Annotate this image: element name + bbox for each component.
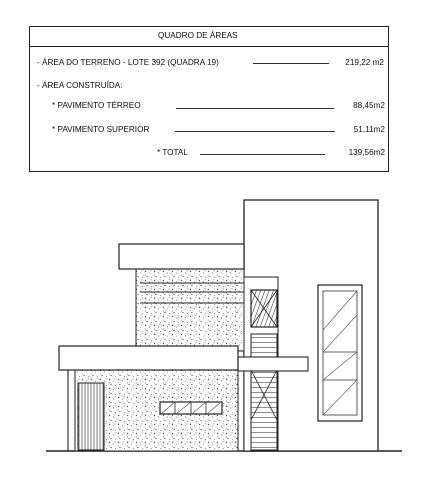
row-land-area-label: - ÁREA DO TERRENO - LOTE 392 (QUADRA 19) <box>37 58 219 67</box>
row-ground-floor-value: 88,45m2 <box>353 101 385 110</box>
tower-tall-window <box>318 285 362 421</box>
row-upper-floor-label: * PAVIMENTO SUPERIOR <box>52 125 150 134</box>
areas-table-title: QUADRO DE ÁREAS <box>158 31 238 40</box>
slatted-column-window-upper <box>251 290 277 327</box>
side-canopy-slab <box>238 357 308 371</box>
upper-roof-slab <box>119 244 244 269</box>
row-total-value: 139,56m2 <box>348 148 385 157</box>
slatted-column-lower-panel <box>251 334 277 450</box>
row-ground-floor-label: * PAVIMENTO TÉRREO <box>52 101 141 110</box>
row-upper-floor-value: 51,11m2 <box>353 125 385 134</box>
row-land-area-value: 219,22 m2 <box>345 58 384 67</box>
row-built-area-heading: - ÁREA CONSTRUÍDA: <box>37 81 123 90</box>
ground-floor-window <box>160 402 222 414</box>
garage-door-panel <box>78 383 104 450</box>
ground-floor-slab <box>59 346 238 370</box>
upper-stone-cladding <box>136 269 244 351</box>
row-total-label: * TOTAL <box>157 148 188 157</box>
